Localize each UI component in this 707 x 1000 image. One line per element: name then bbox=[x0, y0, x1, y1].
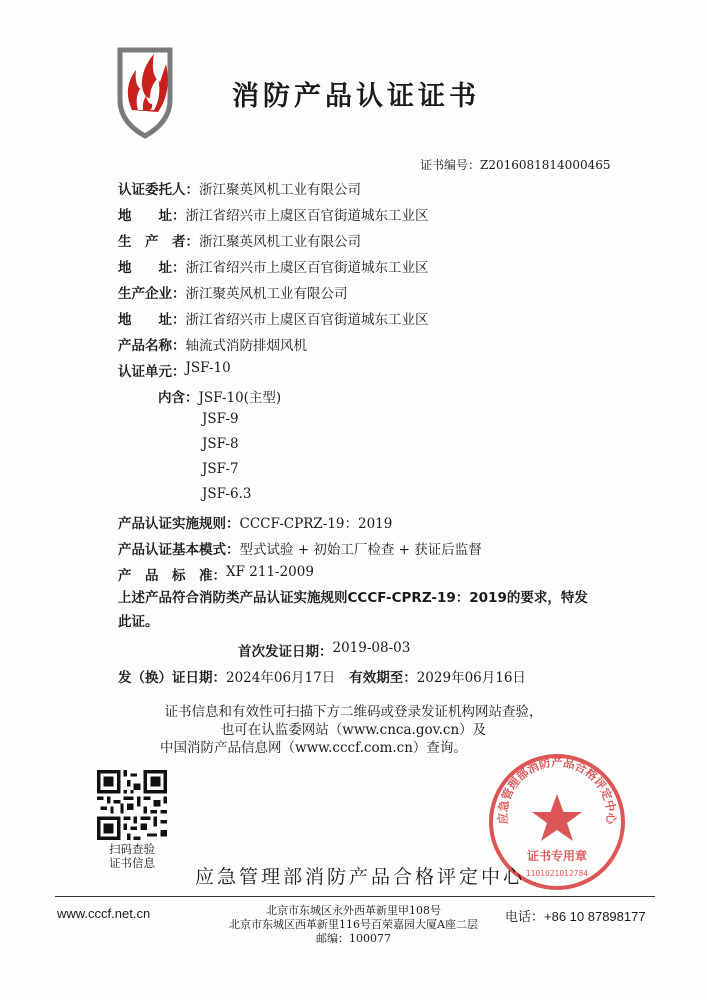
verification-notice: 证书信息和有效性可扫描下方二维码或登录发证机构网站查验， bbox=[164, 704, 543, 720]
field-label: 生产企业： bbox=[118, 286, 186, 302]
conformity-statement bbox=[118, 586, 618, 634]
field-rules bbox=[118, 512, 392, 532]
field-label: 认证单元： bbox=[118, 364, 186, 380]
field-label: 认证委托人： bbox=[118, 182, 199, 198]
field-standard bbox=[118, 564, 314, 584]
qr-code-icon[interactable] bbox=[97, 770, 167, 840]
field-factory bbox=[118, 282, 348, 302]
qr-caption: 证书信息 bbox=[109, 856, 155, 870]
field-value: 浙江省绍兴市上虞区百官街道城东工业区 bbox=[185, 260, 429, 276]
first-issue-label: 首次发证日期： bbox=[238, 644, 333, 660]
issue-validity-row bbox=[118, 666, 526, 686]
field-value: 浙江聚英风机工业有限公司 bbox=[199, 234, 361, 250]
field-value: XF 211-2009 bbox=[226, 564, 314, 580]
field-manufacturer-address bbox=[118, 256, 429, 276]
footer-postcode: 邮编：100077 bbox=[316, 932, 391, 945]
issuing-authority: 应急管理部消防产品合格评定中心 bbox=[195, 866, 526, 888]
field-value: 浙江聚英风机工业有限公司 bbox=[185, 286, 348, 302]
statement-line: 上述产品符合消防类产品认证实施规则CCCF-CPRZ-19：2019的要求，特发 bbox=[118, 590, 588, 606]
field-applicant bbox=[118, 178, 361, 198]
verification-notice: 也可在认监委网站（www.cnca.gov.cn）及 bbox=[220, 722, 487, 738]
field-label: 生 产 者： bbox=[118, 234, 199, 250]
certificate-title: 消防产品认证证书 bbox=[232, 81, 480, 112]
field-label: 产品认证实施规则： bbox=[118, 516, 240, 532]
footer-address: 北京市东城区西革新里116号百荣嘉园大厦A座二层 bbox=[229, 918, 478, 931]
contains-row bbox=[158, 386, 281, 406]
qr-caption: 扫码查验 bbox=[109, 842, 155, 856]
model-item: JSF-10(主型) bbox=[198, 390, 282, 406]
model-item: JSF-8 bbox=[202, 436, 239, 452]
field-value: 浙江省绍兴市上虞区百官街道城东工业区 bbox=[185, 312, 429, 328]
field-mode bbox=[118, 538, 482, 558]
contains-label: 内含： bbox=[158, 390, 199, 406]
first-issue-value: 2019-08-03 bbox=[332, 640, 411, 656]
footer-phone: 电话：+86 10 87898177 bbox=[505, 909, 646, 924]
certificate-number: 证书编号：Z2016081814000465 bbox=[420, 158, 611, 172]
valid-until-label: 有效期至： bbox=[349, 670, 417, 686]
field-label: 地 址： bbox=[118, 260, 186, 276]
issue-date-label: 发（换）证日期： bbox=[118, 670, 226, 686]
model-item: JSF-7 bbox=[202, 461, 239, 477]
valid-until-value: 2029年06月16日 bbox=[416, 670, 526, 686]
field-value: 轴流式消防排烟风机 bbox=[185, 338, 307, 354]
field-value: JSF-10 bbox=[185, 360, 231, 376]
first-issue-date bbox=[238, 640, 410, 660]
field-value: 浙江省绍兴市上虞区百官街道城东工业区 bbox=[185, 208, 429, 224]
field-label: 产品名称： bbox=[118, 338, 186, 354]
field-label: 地 址： bbox=[118, 312, 186, 328]
seal-bottom-text: 证书专用章 bbox=[526, 849, 588, 863]
verification-notice: 中国消防产品信息网（www.cccf.com.cn）查询。 bbox=[160, 740, 467, 756]
field-product-name bbox=[118, 334, 307, 354]
seal-number: 1101021012784 bbox=[525, 869, 589, 878]
field-cert-unit bbox=[118, 360, 231, 380]
footer-divider bbox=[55, 896, 655, 897]
field-label: 产 品 标 准： bbox=[118, 568, 226, 584]
statement-line: 此证。 bbox=[118, 614, 159, 630]
field-applicant-address bbox=[118, 204, 429, 224]
fire-logo-icon bbox=[112, 40, 178, 140]
field-value: CCCF-CPRZ-19：2019 bbox=[239, 516, 393, 532]
footer-address: 北京市东城区永外西革新里甲108号 bbox=[266, 904, 441, 917]
field-manufacturer bbox=[118, 230, 361, 250]
field-value: 浙江聚英风机工业有限公司 bbox=[199, 182, 361, 198]
model-item: JSF-6.3 bbox=[202, 486, 252, 502]
field-factory-address bbox=[118, 308, 429, 328]
issue-date-value: 2024年06月17日 bbox=[226, 670, 336, 686]
field-label: 产品认证基本模式： bbox=[118, 542, 240, 558]
footer-website-link[interactable]: www.cccf.net.cn bbox=[57, 906, 151, 921]
field-label: 地 址： bbox=[118, 208, 186, 224]
field-value: 型式试验 + 初始工厂检查 + 获证后监督 bbox=[239, 542, 482, 558]
model-item: JSF-9 bbox=[202, 411, 239, 427]
seal-arc-text: 应急管理部消防产品合格评定中心 bbox=[495, 755, 619, 825]
